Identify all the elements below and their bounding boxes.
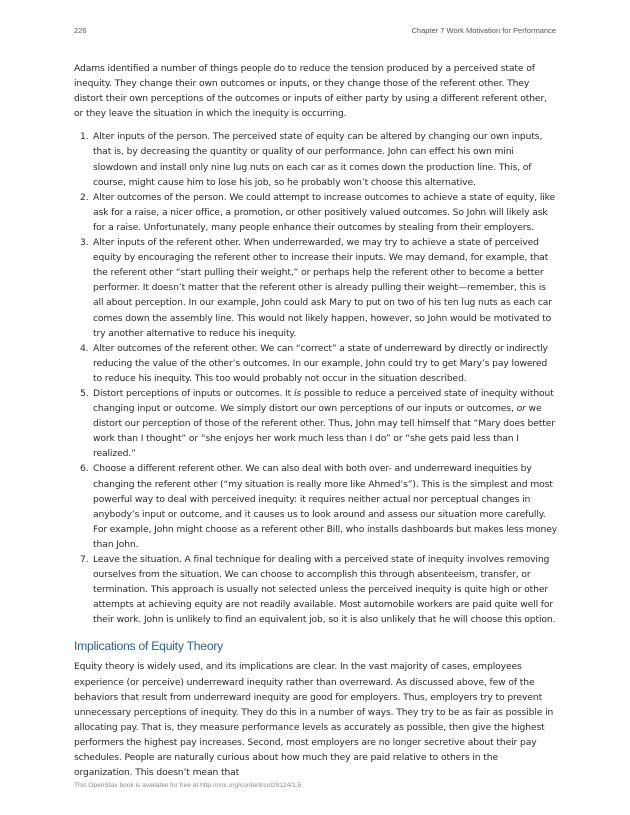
list-item-number: 2.	[80, 191, 89, 203]
inequity-reduction-list	[74, 129, 558, 627]
list-item	[74, 129, 558, 189]
list-item-text: Alter outcomes of the referent other. We can “correct” a state of underreward by directly or indirectly reducing the value of the other’s outcomes. In our example, John could try to get Mary’s pay lowered to reduce his inequity. This too would probably not occur in the situation described.	[93, 342, 548, 384]
list-item-text: Alter inputs of the referent other. When underrewarded, we may try to achieve a state of perceived equity by encouraging the referent other to increase their inputs. We may demand, for example, that the referent other “start pulling their weight,” or perhaps help the referent other to become a better performer. It doesn’t matter that the referent other is already pulling their weight—remember, this is all about perception. In our example, John could ask Mary to put on two of his ten lug nuts as each car comes down the assembly line. This would not likely happen, however, so John would be motivated to try another alternative to reduce his inequity.	[93, 237, 552, 339]
list-item-number: 1.	[80, 131, 89, 143]
list-item-text-part: we distort our perception of those of the referent other. Thus, John may tell himself that “Mary does better work than I thought” or “she enjoys her work much less than I do” or “she gets paid less than I realized.”	[93, 403, 555, 460]
list-item-text	[93, 388, 555, 459]
emphasis-text: is	[293, 387, 302, 399]
page-number: 226	[74, 26, 87, 35]
list-item-number: 5.	[80, 387, 89, 399]
list-item-number: 4.	[80, 342, 89, 354]
intro-paragraph: Adams identified a number of things people do to reduce the tension produced by a perceived state of inequity. They change their own outcomes or inputs, or they change those of the referent other. They distort their own perceptions of the outcomes or inputs of either party by using a different referent other, or they leave the situation in which the inequity is occurring.	[74, 63, 547, 120]
list-item-text: Leave the situation. A final technique for dealing with a perceived state of inequity involves removing ourselves from the situation. We can choose to accomplish this through absenteeism, transfer, or termination. This approach is usually not selected unless the perceived inequity is quite high or other attempts at achieving equity are not readily available. Most automobile workers are paid quite well for their work. John is unlikely to find an equivalent job, so it is also unlikely that he will choose this option.	[93, 554, 556, 626]
list-item	[74, 461, 558, 552]
list-item-text-part: possible to reduce a perceived state of inequity without changing input or outcome. We simply distort our own perceptions of our inputs or outcomes,	[93, 387, 554, 415]
chapter-title: Chapter 7 Work Motivation for Performance	[411, 26, 556, 35]
list-item-number: 7.	[80, 554, 89, 565]
emphasis-text: or	[516, 403, 526, 415]
page-footer: This OpenStax book is available for free at http://cnx.org/content/col29124/1.5	[74, 782, 302, 789]
list-item	[74, 341, 558, 386]
list-item-text: Choose a different referent other. We can also deal with both over- and underreward inequities by changing the referent other (“my situation is really more like Ahmed’s”). This is the simplest and most powerful way to deal with perceived inequity: it requires neither actual nor perceptual changes in anybody’s input or outcome, and it causes us to look around and assess our situation more carefully. For example, John might choose as a referent other Bill, who installs dashboards but makes less money than John.	[93, 463, 558, 550]
page-header	[74, 26, 556, 38]
list-item-text: Alter inputs of the person. The perceived state of equity can be altered by changing our own inputs, that is, by decreasing the quantity or quality of our performance. John can effect his own mini slowdown and install only nine lug nuts on each car as it comes down the production line. This, of course, might cause him to lose his job, so he probably won’t choose this alternative.	[93, 131, 543, 188]
list-item-number: 6.	[80, 463, 89, 475]
list-item	[74, 235, 558, 341]
list-item	[74, 190, 558, 235]
list-item-text: Alter outcomes of the person. We could attempt to increase outcomes to achieve a state of equity, like ask for a raise, a nicer office, a promotion, or other positively valued outcomes. So John will likely ask for a raise. Unfortunately, many people enhance their outcomes by stealing from their employers.	[93, 191, 556, 233]
list-item	[74, 386, 558, 461]
section-heading: Implications of Equity Theory	[74, 639, 224, 654]
list-item-text-part: Distort perceptions of inputs or outcomes. It	[93, 387, 294, 399]
section-body-paragraph: Equity theory is widely used, and its implications are clear. In the vast majority of cases, employees experience (or perceive) underreward inequity rather than overreward. As discussed above, few of the behaviors that result from underreward inequity are good for employers. Thus, employers try to prevent unnecessary perceptions of inequity. They do this in a number of ways. They try to be as fair as possible in allocating pay. That is, they measure performance levels as accurately as possible, then give the highest performers the highest pay increases. Second, most employers are no longer secretive about their pay schedules. People are naturally curious about how much they are paid relative to others in the organization. This doesn’t mean that	[74, 661, 554, 779]
list-item-number: 3.	[80, 237, 89, 249]
list-item	[74, 552, 558, 627]
page-content	[74, 61, 558, 788]
